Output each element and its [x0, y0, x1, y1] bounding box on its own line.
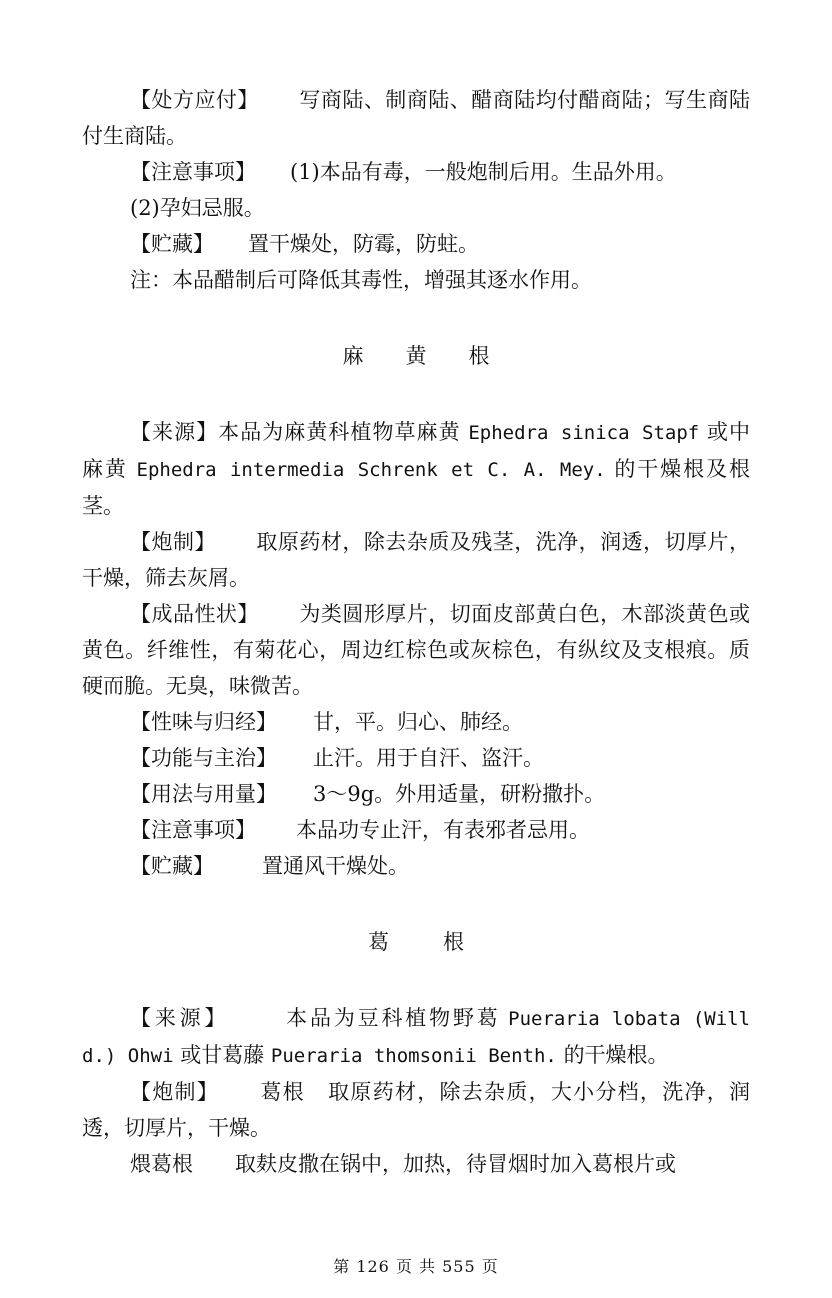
caution-paragraph-2 [82, 190, 750, 226]
source-label-2: 【来源】 [130, 1006, 230, 1030]
nature-text: 甘，平。归心、肺经。 [313, 710, 523, 734]
storage-label-2: 【贮藏】 [130, 854, 214, 878]
traits-text: 为类圆形厚片，切面皮部黄白色，木部淡黄色或黄色。纤维性，有菊花心，周边红棕色或灰棕色，有纵纹及支根痕。质硬而脆。无臭，味微苦。 [82, 602, 750, 698]
mahuanggen-source-paragraph [82, 414, 750, 524]
mahuanggen-caution-paragraph [82, 812, 750, 848]
source-latin-b-2: Pueraria thomsonii Benth. [270, 1045, 557, 1067]
processing-text: 取原药材，除去杂质及残茎，洗净，润透，切厚片，干燥，筛去灰屑。 [82, 530, 751, 590]
prescription-text-b: 生商陆付生商陆。 [82, 88, 751, 148]
processing-label-2: 【炮制】 [130, 1080, 220, 1104]
processing-name: 葛根 [259, 1080, 305, 1104]
source-latin-b: Ephedra intermedia Schrenk et C. A. Mey. [136, 459, 606, 481]
storage-paragraph-1 [82, 226, 750, 262]
traits-label: 【成品性状】 [130, 602, 259, 626]
storage-text-1: 置干燥处，防霉，防蛀。 [248, 232, 479, 256]
nature-label: 【性味与归经】 [130, 710, 277, 734]
mahuanggen-storage-paragraph [82, 848, 750, 884]
title-char: 麻 [342, 344, 364, 368]
source-label: 【来源】 [130, 420, 219, 444]
mahuanggen-function-paragraph [82, 740, 750, 776]
source-text-b: 或中麻黄 [82, 420, 750, 481]
mahuanggen-nature-paragraph [82, 704, 750, 740]
source-text-c-2: 的干燥根。 [563, 1043, 669, 1067]
caution-text-b: (2)孕妇忌服。 [130, 196, 265, 220]
title-char: 黄 [405, 344, 427, 368]
dosage-text: 3～9g。外用适量，研粉撒扑。 [313, 782, 606, 806]
gegen-title [82, 924, 750, 960]
source-text-c: 的干燥 [614, 457, 684, 481]
source-latin-a: Ephedra sinica Stapf [468, 422, 700, 444]
mahuanggen-dosage-paragraph [82, 776, 750, 812]
page-footer: 第 126 页 共 555 页 [333, 1257, 499, 1276]
prescription-label: 【处方应付】 [130, 88, 259, 112]
caution-paragraph-1 [82, 154, 750, 190]
caution-text-a: (1)本品有毒，一般炮制后用。生品外用。 [290, 160, 677, 184]
mahuanggen-processing-paragraph [82, 524, 750, 596]
document-page [82, 82, 750, 1182]
mahuanggen-title [82, 338, 750, 374]
prescription-text-a: 写商陆、制商陆、醋商陆均付醋商陆；写 [298, 88, 687, 112]
function-label: 【功能与主治】 [130, 746, 277, 770]
title-char: 根 [443, 930, 464, 954]
gegen-wei-paragraph [82, 1146, 750, 1182]
caution-label-1: 【注意事项】 [130, 160, 256, 184]
wei-text: 取麸皮撒在锅中，加热，待冒烟时加入葛根片或 [235, 1152, 676, 1176]
prescription-paragraph [82, 82, 750, 154]
caution-label-2: 【注意事项】 [130, 818, 256, 842]
note-text: 注：本品醋制后可降低其毒性，增强其逐水作用。 [130, 268, 592, 292]
source-text-d: 根及根茎。 [82, 457, 750, 518]
gegen-source-paragraph [82, 1000, 750, 1074]
note-paragraph [82, 262, 750, 298]
source-text-a-2: 本品为豆科植物野葛 [285, 1006, 501, 1030]
storage-text-2: 置通风干燥处。 [262, 854, 409, 878]
source-latin-a-2: Pueraria lobata (Willd.) Ohwi [82, 1008, 751, 1067]
title-char: 根 [468, 344, 490, 368]
gegen-processing-paragraph [82, 1074, 750, 1146]
title-char: 葛 [368, 930, 389, 954]
source-text-b-2: 或甘葛藤 [180, 1043, 265, 1067]
function-text: 止汗。用于自汗、盗汗。 [313, 746, 544, 770]
caution-text-2: 本品功专止汗，有表邪者忌用。 [296, 818, 590, 842]
processing-text-2: 取原药材，除去杂质，大小分档，洗净，润透，切厚片，干燥。 [82, 1080, 751, 1140]
dosage-label: 【用法与用量】 [130, 782, 277, 806]
mahuanggen-traits-paragraph [82, 596, 750, 704]
storage-label-1: 【贮藏】 [130, 232, 214, 256]
wei-name: 煨葛根 [130, 1152, 193, 1176]
processing-label: 【炮制】 [130, 530, 216, 554]
source-text-a: 本品为麻黄科植物草麻黄 [218, 420, 461, 444]
